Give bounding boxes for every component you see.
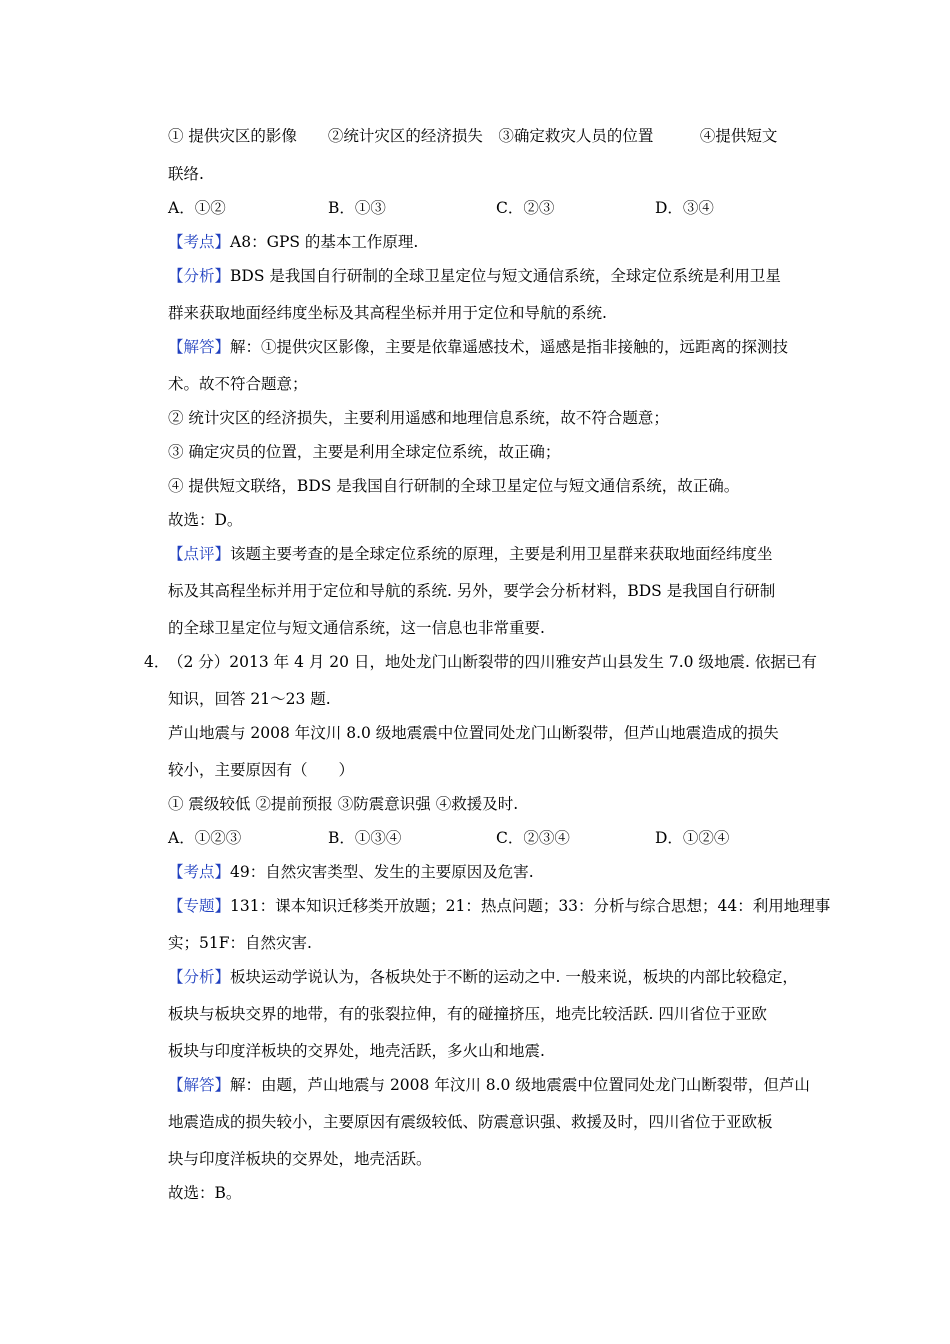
- q4-option-a[interactable]: A．①②③: [168, 829, 242, 847]
- q4-fenxi-line3: 板块与印度洋板块的交界处，地壳活跃，多火山和地震.: [168, 1042, 545, 1060]
- q3-dianping-line2: 标及其高程坐标并用于定位和导航的系统. 另外，要学会分析材料，BDS 是我国自行研制: [168, 582, 776, 600]
- q4-stem-line5: ① 震级较低 ②提前预报 ③防震意识强 ④救援及时.: [168, 795, 519, 813]
- q3-jieda-line2: 术。故不符合题意；: [168, 375, 308, 393]
- q4-answer: 故选：B。: [168, 1184, 242, 1202]
- q3-jieda-line3: ② 统计灾区的经济损失，主要利用遥感和地理信息系统，故不符合题意；: [168, 409, 669, 427]
- zhuanti-tag: 【专题】: [168, 897, 231, 915]
- q3-dianping-line3: 的全球卫星定位与短文通信系统，这一信息也非常重要.: [168, 619, 545, 637]
- q4-zhuanti-line2: 实；51F：自然灾害.: [168, 934, 312, 952]
- jieda-text: 解：①提供灾区影像，主要是依靠遥感技术，遥感是指非接触的，远距离的探测技: [230, 338, 789, 356]
- q3-fenxi-line2: 群来获取地面经纬度坐标及其高程坐标并用于定位和导航的系统.: [168, 304, 607, 322]
- kaodian-tag: 【考点】: [168, 863, 231, 881]
- q3-jieda-line5: ④ 提供短文联络，BDS 是我国自行研制的全球卫星定位与短文通信系统，故正确。: [168, 477, 740, 495]
- q3-choice-list-line1: ① 提供灾区的影像 ②统计灾区的经济损失 ③确定救灾人员的位置 ④提供短文: [168, 127, 778, 145]
- dianping-text: 该题主要考查的是全球定位系统的原理，主要是利用卫星群来获取地面经纬度坐: [230, 545, 773, 563]
- q4-jieda-line3: 块与印度洋板块的交界处，地壳活跃。: [168, 1150, 432, 1168]
- q4-option-d[interactable]: D．①②④: [655, 829, 730, 847]
- q4-zhuanti-line1: [168, 896, 831, 916]
- kaodian-text: A8：GPS 的基本工作原理.: [230, 233, 419, 251]
- dianping-tag: 【点评】: [168, 545, 231, 563]
- kaodian-tag: 【考点】: [168, 233, 231, 251]
- q4-jieda-line1: [168, 1075, 808, 1095]
- fenxi-tag: 【分析】: [168, 968, 231, 986]
- jieda-tag: 【解答】: [168, 338, 231, 356]
- q3-kaodian: [168, 232, 808, 252]
- q4-stem-line4: 较小，主要原因有（ ）: [168, 761, 355, 779]
- q4-kaodian: [168, 862, 808, 882]
- q4-number: 4．: [144, 653, 170, 671]
- fenxi-text: BDS 是我国自行研制的全球卫星定位与短文通信系统，全球定位系统是利用卫星: [230, 267, 781, 285]
- kaodian-text: 49：自然灾害类型、发生的主要原因及危害.: [230, 863, 534, 881]
- q4-option-c[interactable]: C．②③④: [496, 829, 570, 847]
- fenxi-tag: 【分析】: [168, 267, 231, 285]
- q4-jieda-line2: 地震造成的损失较小，主要原因有震级较低、防震意识强、救援及时，四川省位于亚欧板: [168, 1113, 773, 1131]
- q3-jieda-line1: [168, 337, 808, 357]
- q3-fenxi-line1: [168, 266, 808, 286]
- q3-dianping-line1: [168, 544, 808, 564]
- q4-stem-line2: 知识，回答 21～23 题.: [168, 690, 331, 708]
- q4-stem-line1: （2 分）2013 年 4 月 20 日，地处龙门山断裂带的四川雅安芦山县发生 7.0 级地震. 依据已有: [168, 653, 817, 671]
- q3-option-c[interactable]: C．②③: [496, 199, 555, 217]
- q4-stem-line3: 芦山地震与 2008 年汶川 8.0 级地震震中位置同处龙门山断裂带，但芦山地震造成的损失: [168, 724, 779, 742]
- fenxi-text: 板块运动学说认为，各板块处于不断的运动之中. 一般来说，板块的内部比较稳定，: [230, 968, 798, 986]
- q3-option-b[interactable]: B．①③: [328, 199, 386, 217]
- zhuanti-text: 131：课本知识迁移类开放题；21：热点问题；33：分析与综合思想；44：利用地理事: [230, 897, 831, 915]
- q4-fenxi-line2: 板块与板块交界的地带，有的张裂拉伸，有的碰撞挤压，地壳比较活跃. 四川省位于亚欧: [168, 1005, 767, 1023]
- jieda-text: 解：由题，芦山地震与 2008 年汶川 8.0 级地震震中位置同处龙门山断裂带，但芦山: [230, 1076, 810, 1094]
- jieda-tag: 【解答】: [168, 1076, 231, 1094]
- q4-fenxi-line1: [168, 967, 808, 987]
- q3-option-a[interactable]: A．①②: [168, 199, 226, 217]
- q3-choice-list-line2: 联络.: [168, 165, 204, 183]
- q3-option-d[interactable]: D．③④: [655, 199, 714, 217]
- q3-jieda-line4: ③ 确定灾员的位置，主要是利用全球定位系统，故正确；: [168, 443, 561, 461]
- q3-answer: 故选：D。: [168, 511, 243, 529]
- q4-option-b[interactable]: B．①③④: [328, 829, 402, 847]
